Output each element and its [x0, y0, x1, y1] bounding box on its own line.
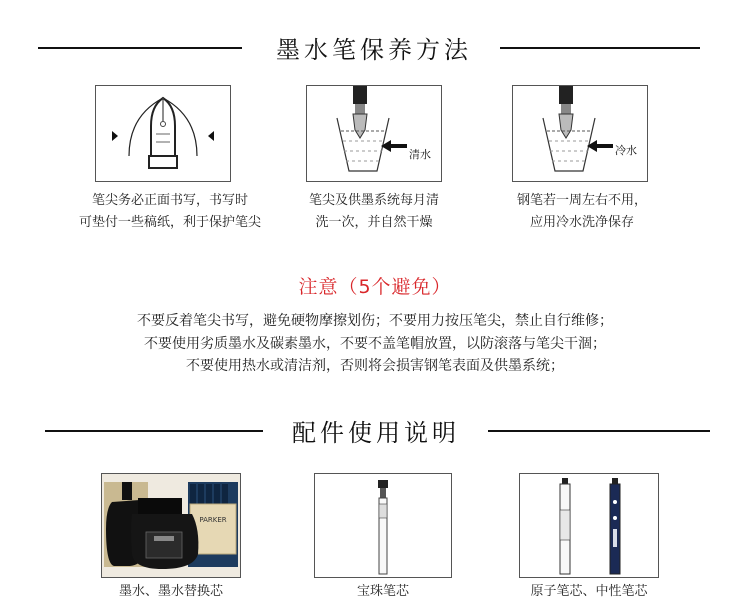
- care-caption-2: [284, 190, 464, 234]
- notice-line-3: 不要使用热水或清洁剂，否则将会损害钢笔表面及供墨系统；: [186, 358, 564, 374]
- accessory-caption-1: 墨水、墨水替换芯: [118, 584, 223, 599]
- cold-water-image: [512, 85, 648, 182]
- care-caption-3-line2: 应用冷水洗净保存: [529, 215, 634, 230]
- notice-line-1: 不要反着笔尖书写，避免硬物摩擦划伤；不要用力按压笔尖，禁止自行维修；: [137, 313, 613, 329]
- notice-line-2: 不要使用劣质墨水及碳素墨水，不要不盖笔帽放置，以防滚落与笔尖干涸；: [144, 336, 606, 352]
- notice-title: 注意（5个避免）: [298, 276, 452, 298]
- cold-water-illustration: [513, 86, 647, 181]
- care-caption-2-line2: 洗一次，并自然干燥: [315, 215, 433, 230]
- clean-water-label: 清水: [409, 148, 431, 161]
- nib-front-illustration: [96, 86, 230, 181]
- care-caption-1: [60, 190, 280, 234]
- cartridge-box-brand: PARKER: [199, 516, 227, 524]
- clean-water-image: [306, 85, 442, 182]
- rollerball-refill-illustration: [315, 474, 451, 577]
- care-heading-rule-left: [38, 47, 242, 49]
- ink-bottle-image: [101, 473, 241, 578]
- ballpoint-gel-refill-illustration: [520, 474, 658, 577]
- care-heading: 墨水笔保养方法: [276, 36, 472, 64]
- accessory-caption-3: 原子笔芯、中性笔芯: [530, 584, 648, 599]
- care-caption-3: [492, 190, 672, 234]
- care-caption-1-line1: 笔尖务必正面书写，书写时: [91, 193, 248, 208]
- ballpoint-gel-refill-image: [519, 473, 659, 578]
- accessory-caption-2: 宝珠笔芯: [356, 584, 409, 599]
- care-caption-3-line1: 钢笔若一周左右不用，: [516, 193, 647, 208]
- accessories-heading: 配件使用说明: [292, 419, 460, 447]
- cold-water-label: 冷水: [615, 144, 637, 157]
- care-caption-1-line2: 可垫付一些稿纸，利于保护笔尖: [78, 215, 261, 230]
- accessories-heading-rule-left: [45, 430, 263, 432]
- accessories-heading-rule-right: [488, 430, 710, 432]
- clean-water-illustration: [307, 86, 441, 181]
- nib-front-image: [95, 85, 231, 182]
- rollerball-refill-image: [314, 473, 452, 578]
- ink-bottle-illustration: [102, 474, 240, 577]
- care-caption-2-line1: 笔尖及供墨系统每月清: [308, 193, 439, 208]
- care-heading-rule-right: [500, 47, 700, 49]
